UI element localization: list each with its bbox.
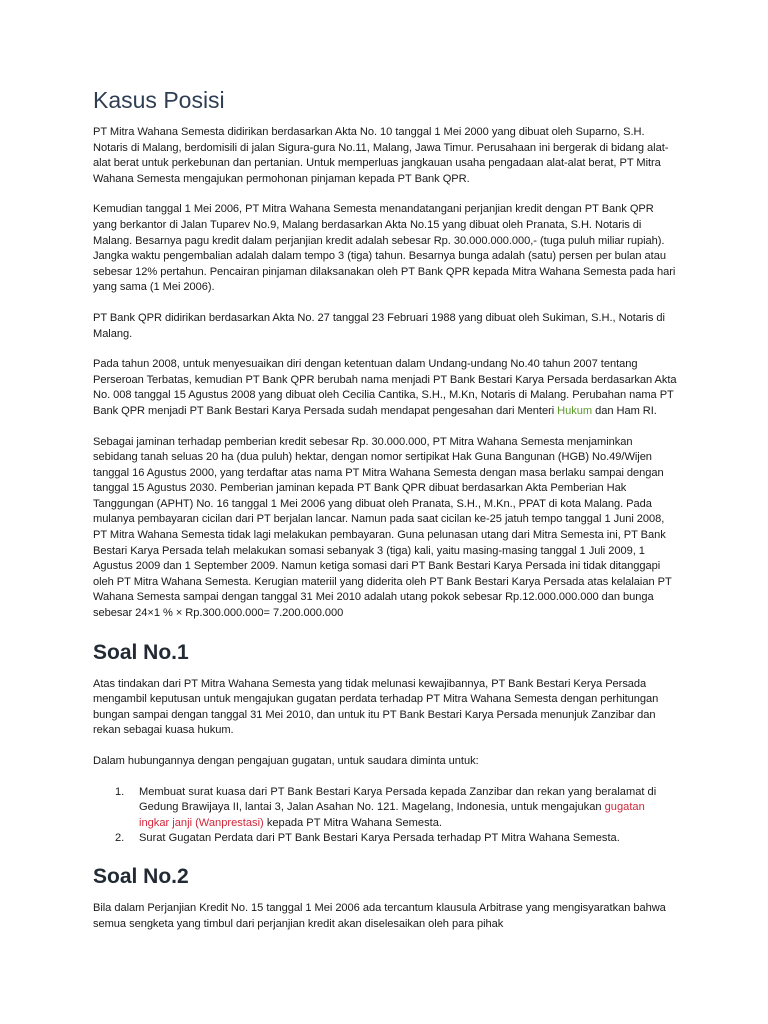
paragraph-text: Pada tahun 2008, untuk menyesuaikan diri dengan ketentuan dalam Undang-undang No.40 tahun 2007 tentang Perseroan Terbatas, kemudian PT Bank QPR berubah nama menjadi PT Bank Bestari Karya Persada berdasarkan Akta No. 008 tanggal 15 Agustus 2008 yang dibuat oleh Cecilia Cantika, S.H., M.Kn, Notaris di Malang. Perubahan nama PT Bank QPR menjadi PT Bank Bestari Karya Persada sudah mendapat pengesahan dari Menteri	[93, 358, 677, 417]
paragraph: Atas tindakan dari PT Mitra Wahana Semesta yang tidak melunasi kewajibannya, PT Bank Bestari Kerya Persada mengambil keputusan untuk mengajukan gugatan perdata terhadap PT Mitra Wahana Semesta dengan perhitungan bungan sampai dengan tanggal 31 Mei 2010, dan untuk itu PT Bank Bestari Karya Persada menunjuk Zanzibar dan rekan sebagai kuasa hukum.	[93, 677, 659, 737]
list-item	[93, 831, 678, 847]
list-item-text: Surat Gugatan Perdata dari PT Bank Bestari Karya Persada terhadap PT Mitra Wahana Semesta.	[139, 832, 620, 845]
paragraph: Bila dalam Perjanjian Kredit No. 15 tanggal 1 Mei 2006 ada tercantum klausula Arbitrase yang mengisyaratkan bahwa semua sengketa yang timbul dari perjanjian kredit akan diselesaikan oleh para pihak	[93, 901, 666, 930]
list-number: 2.	[115, 832, 125, 845]
numbered-list	[93, 785, 678, 847]
list-item-text-part: Membuat surat kuasa dari PT Bank Bestari Karya Persada kepada Zanzibar dan rekan yang beralamat di Gedung Brawijaya II, lantai 3, Jalan Asahan No. 121. Magelang, Indonesia, untuk mengajukan	[139, 785, 657, 814]
heading-soal-1: Soal No.1	[93, 640, 189, 664]
heading-kasus-posisi: Kasus Posisi	[93, 87, 225, 113]
hukum-link[interactable]: Hukum	[557, 404, 593, 417]
document-page	[93, 84, 678, 947]
heading-soal-2: Soal No.2	[93, 864, 189, 888]
paragraph-text: dan Ham RI.	[592, 404, 657, 417]
paragraph: PT Bank QPR didirikan berdasarkan Akta No. 27 tanggal 23 Februari 1988 yang dibuat oleh Sukiman, S.H., Notaris di Malang.	[93, 311, 665, 340]
paragraph: Kemudian tanggal 1 Mei 2006, PT Mitra Wahana Semesta menandatangani perjanjian kredit dengan PT Bank QPR yang berkantor di Jalan Tuparev No.9, Malang berdasarkan Akta No.15 yang dibuat oleh Pranata, S.H. Notaris di Malang. Besarnya pagu kredit dalam perjanjian kredit adalah sebesar Rp. 30.000.000.000,- (tuga puluh miliar rupiah). Jangka waktu pengembalian adalah dalam tempo 3 (tiga) tahun. Besarnya bunga adalah (satu) persen per bulan atau sebesar 12% pertahun. Pencairan pinjaman dilaksanakan oleh PT Bank QPR kepada Mitra Wahana Semesta pada hari yang sama (1 Mei 2006).	[93, 203, 676, 294]
list-item-text-part: kepada PT Mitra Wahana Semesta.	[263, 816, 442, 829]
paragraph	[93, 357, 678, 419]
wanprestasi-link[interactable]: gugatan ingkar janji (Wanprestasi)	[139, 801, 645, 829]
paragraph: Sebagai jaminan terhadap pemberian kredit sebesar Rp. 30.000.000, PT Mitra Wahana Semesta menjaminkan sebidang tanah seluas 20 ha (dua puluh) hektar, dengan nomor sertipikat Hak Guna Bangunan (HGB) No.49/Wijen tanggal 16 Agustus 2000, yang terdaftar atas nama PT Mitra Wahana Semesta dengan masa berlaku sampai dengan tanggal 15 Agustus 2030. Pemberian jaminan kepada PT Bank QPR dibuat berdasarkan Akta Pemberian Hak Tanggungan (APHT) No. 16 tanggal 1 Mei 2006 yang dibuat oleh Pranata, S.H., M.Kn., PPAT di kota Malang. Pada mulanya pembayaran cicilan dari PT berjalan lancar. Namun pada saat cicilan ke-25 jatuh tempo tanggal 1 Juni 2008, PT Mitra Wahana Semesta tidak lagi melakukan pembayaran. Guna pelunasan utang dari Mitra Semesta ini, PT Bank Bestari Karya Persada telah melakukan somasi sebanyak 3 (tiga) kali, yaitu masing-masing tanggal 1 Juli 2009, 1 Agustus 2009 dan 1 September 2009. Namun ketiga somasi dari PT Bank Bestari Karya Persada ini tidak ditanggapi oleh PT Mitra Wahana Semesta. Kerugian materiil yang diderita oleh PT Bank Bestari Karya Persada atas kelalaian PT Wahana Semesta sampai dengan tanggal 31 Mei 2010 adalah utang pokok sebesar Rp.12.000.000.000 dan bunga sebesar 24×1 % × Rp.300.000.000= 7.200.000.000	[93, 435, 672, 620]
list-item-text	[139, 785, 678, 832]
paragraph: Dalam hubungannya dengan pengajuan gugatan, untuk saudara diminta untuk:	[93, 755, 479, 767]
paragraph: PT Mitra Wahana Semesta didirikan berdasarkan Akta No. 10 tanggal 1 Mei 2000 yang dibuat oleh Suparno, S.H. Notaris di Malang, berdomisili di jalan Sigura-gura No.11, Malang, Jawa Timur. Perusahaan ini bergerak di bidang alat-alat berat untuk perkebunan dan pertanian. Untuk memperluas jangkauan usaha pengadaan alat-alat berat, PT Mitra Wahana Semesta mengajukan permohonan pinjaman kepada PT Bank QPR.	[93, 126, 669, 185]
list-number: 1.	[115, 785, 125, 798]
list-item	[93, 785, 678, 832]
